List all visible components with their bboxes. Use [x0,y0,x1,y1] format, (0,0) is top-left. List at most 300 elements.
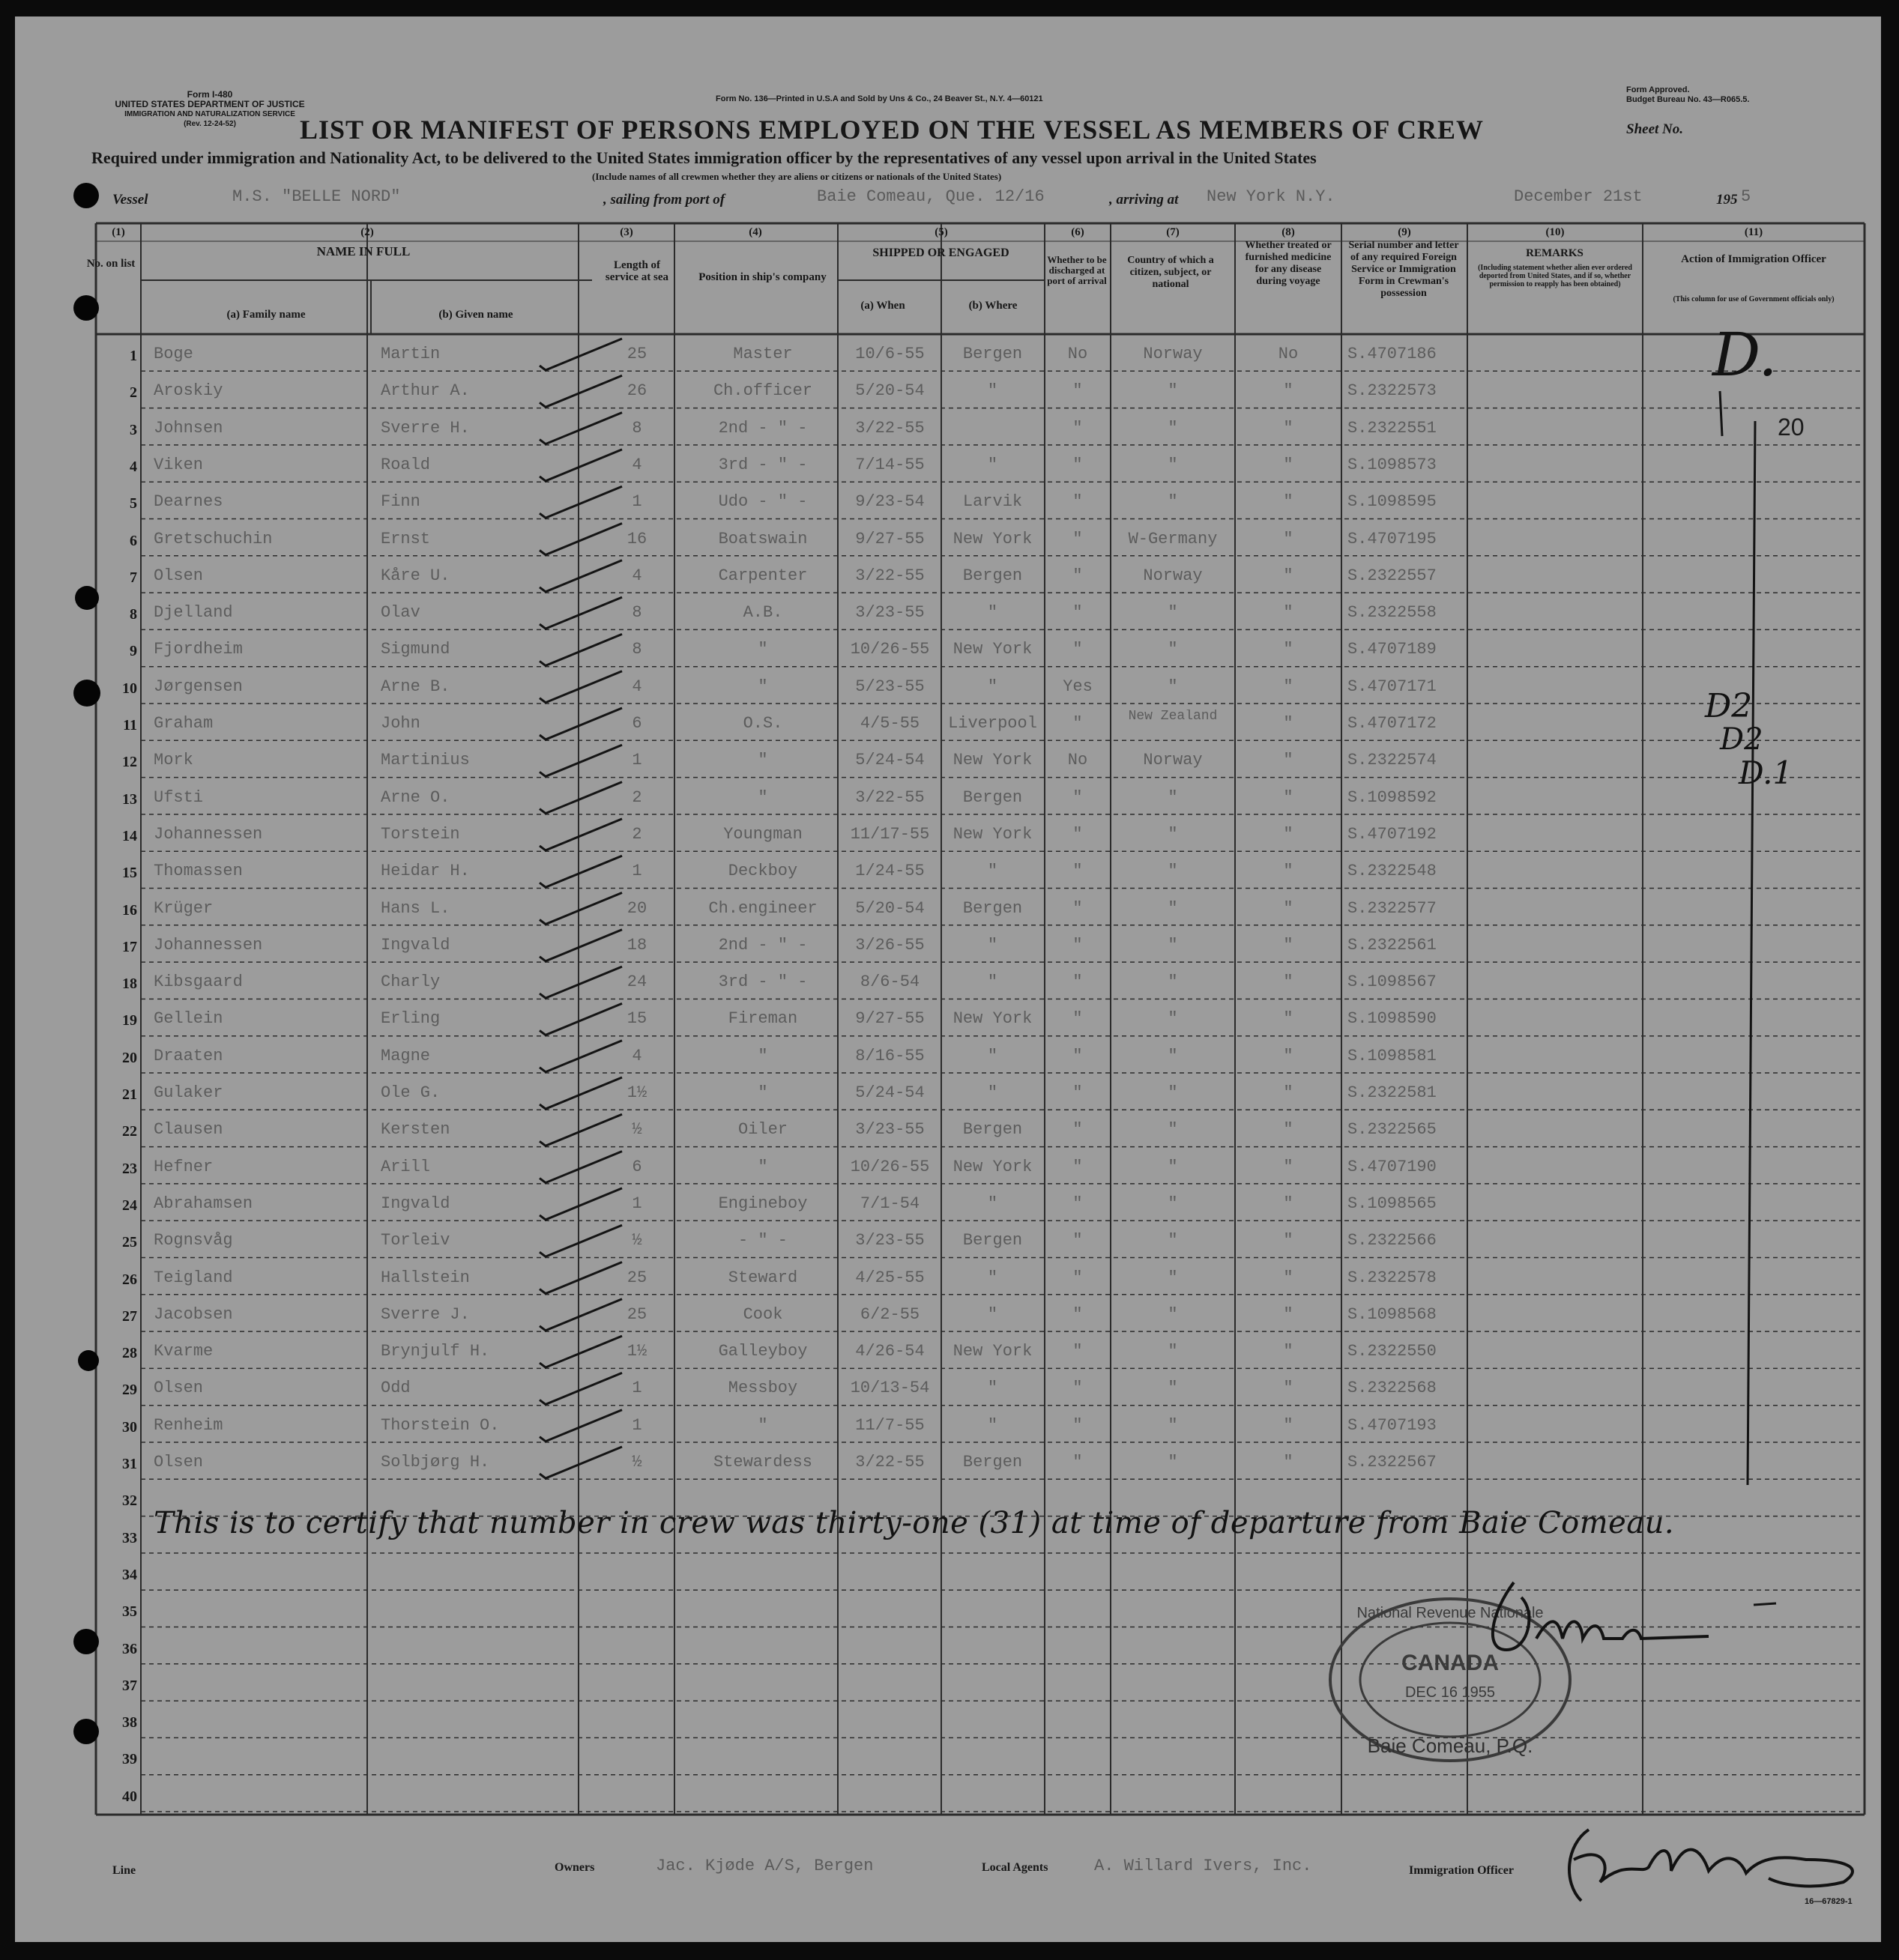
cell-where: " [987,603,998,623]
cell-country: " [1168,1231,1178,1250]
cell-position: O.S. [743,714,783,733]
cell-medicine: " [1283,935,1293,955]
cell-family: Draaten [154,1046,223,1065]
sailing-label: , sailing from port of [603,192,725,208]
arriving-label: , arriving at [1109,192,1179,208]
cell-when: 3/22-55 [855,787,925,807]
cell-serial: S.1098595 [1347,492,1437,512]
column-number: (8) [1281,226,1295,238]
cell-given: Solbjørg H. [381,1453,490,1471]
cell-serial: S.4707193 [1347,1415,1437,1435]
cell-where: Bergen [962,345,1023,363]
cell-discharged: " [1072,1231,1083,1250]
cell-given: Odd [381,1379,411,1398]
cell-country: " [1168,418,1178,438]
cell-medicine: " [1283,1453,1293,1471]
row-number: 35 [122,1603,137,1621]
cell-length: 25 [627,1304,647,1324]
cell-country: " [1168,1157,1178,1176]
cell-given: Hallstein [381,1268,470,1287]
column-number: (6) [1071,226,1084,238]
cell-family: Jacobsen [154,1304,233,1324]
row-number: 18 [122,976,137,993]
cell-given: Arne O. [381,787,450,807]
cell-discharged: " [1072,1453,1083,1471]
cell-serial: S.4707171 [1347,677,1437,696]
cell-position: 2nd - " - [718,935,808,955]
cell-country: " [1168,603,1178,623]
cell-discharged: " [1072,603,1083,623]
cell-medicine: " [1283,898,1293,918]
stamp-date: DEC 16 1955 [1404,1684,1496,1701]
sheet-number-label: Sheet No. [1626,121,1683,137]
row-number: 19 [122,1012,137,1029]
cell-country: " [1168,1083,1178,1102]
cell-medicine: " [1283,1046,1293,1065]
owners-label: Owners [555,1861,595,1874]
cell-medicine: " [1283,566,1293,585]
row-number: 23 [122,1160,137,1177]
cell-where: " [987,935,998,955]
stamp-inner-text: CANADA [1401,1651,1499,1675]
cell-medicine: " [1283,529,1293,548]
row-number: 10 [122,680,137,697]
cell-position: Ch.engineer [708,898,818,918]
cell-when: 10/6-55 [855,345,925,363]
cell-given: Martin [381,345,441,363]
cell-family: Gretschuchin [154,529,273,548]
column-number: (10) [1545,226,1565,238]
cell-medicine: " [1283,1231,1293,1250]
cell-where: " [987,862,998,881]
cell-medicine: " [1283,1342,1293,1361]
arriving-port: New York N.Y. [1207,187,1335,206]
cell-position: Messboy [728,1379,798,1398]
cell-family: Abrahamsen [154,1194,253,1213]
cell-length: 20 [627,898,647,918]
row-number: 31 [122,1456,137,1472]
cell-position: Boatswain [718,529,808,548]
action-mark-row1: D. [1712,320,1778,390]
printer-note: Form No. 136—Printed in U.S.A and Sold by Uns & Co., 24 Beaver St., N.Y. 4—60121 [716,94,1043,103]
action-count: 20 [1778,414,1805,441]
cell-where: Bergen [962,787,1023,807]
cell-discharged: Yes [1063,677,1093,696]
form-id-block [86,90,333,129]
cell-serial: S.2322548 [1347,862,1437,881]
cell-country: " [1168,1194,1178,1213]
cell-given: Ingvald [381,935,450,955]
cell-position: Ch.officer [713,381,813,401]
cell-medicine: No [1278,345,1299,363]
cell-family: Johannessen [154,935,263,955]
cell-position: Oiler [737,1120,788,1140]
cell-family: Thomassen [154,862,243,881]
cell-discharged: " [1072,1046,1083,1065]
cell-serial: S.4707190 [1347,1157,1437,1176]
page-subtitle: Required under immigration and Nationality Act, to be delivered to the United States immigration officer by the representatives of any vessel upon arrival in the United States [91,148,1317,167]
cell-when: 7/1-54 [860,1194,920,1213]
cell-when: 3/26-55 [855,935,925,955]
cell-medicine: " [1283,1415,1293,1435]
cell-country: " [1168,935,1178,955]
cell-discharged: " [1072,418,1083,438]
cell-length: 1 [632,1194,642,1213]
cell-position: Cook [743,1304,783,1324]
row-number: 40 [122,1788,137,1805]
cell-serial: S.2322578 [1347,1268,1437,1287]
cell-given: Arill [381,1157,431,1176]
cell-position: Steward [728,1268,798,1287]
cell-discharged: No [1067,345,1088,363]
header-position: Position in ship's company [698,271,827,283]
cell-given: Brynjulf H. [381,1342,490,1361]
cell-where: " [987,1046,998,1065]
row-number: 13 [122,790,137,808]
cell-given: Magne [381,1046,431,1065]
row-number: 7 [130,569,137,586]
agents-label: Local Agents [982,1861,1048,1874]
cell-family: Mork [154,751,193,770]
cell-family: Johannessen [154,824,263,844]
cell-family: Teigland [154,1268,233,1287]
vessel-name: M.S. "BELLE NORD" [232,187,401,206]
cell-country: " [1168,1453,1178,1471]
cell-length: 4 [632,677,642,696]
row-number: 34 [122,1566,137,1583]
cell-medicine: " [1283,1194,1293,1213]
row-number: 12 [122,754,137,771]
punch-hole [73,1629,99,1654]
row-number: 8 [130,606,137,623]
row-number: 33 [122,1529,137,1546]
row-number: 17 [122,938,137,955]
cell-position: " [758,640,768,659]
cell-given: Ole G. [381,1083,441,1102]
cell-where: Bergen [962,1120,1023,1140]
cell-family: Djelland [154,603,233,623]
cell-position: " [758,1157,768,1176]
cell-given: Hans L. [381,898,450,918]
cell-family: Johnsen [154,418,223,438]
cell-discharged: " [1072,1304,1083,1324]
row-number: 36 [122,1640,137,1657]
cell-position: Udo - " - [718,492,808,512]
cell-medicine: " [1283,973,1293,992]
cell-where: New York [952,640,1033,659]
header-given-name: (b) Given name [438,309,513,321]
cell-where: Bergen [962,1231,1023,1250]
cell-length: 16 [627,529,647,548]
cell-when: 5/20-54 [855,898,925,918]
cell-when: 11/7-55 [855,1415,925,1435]
cell-position: " [758,1083,768,1102]
action-mark-row10: D2 [1705,687,1753,725]
cell-when: 3/23-55 [855,1231,925,1250]
action-mark-row12: D.1 [1739,754,1793,791]
cell-given: Martinius [381,751,470,770]
header-remarks-note: (Including statement whether alien ever ordered deported from United States, and if so, whether permission to reapply has been obtained) [1478,264,1632,288]
cell-country: Norway [1143,566,1203,585]
cell-discharged: " [1072,787,1083,807]
header-medicine: Whether treated or furnished medicine for any disease during voyage [1245,240,1332,287]
cell-when: 9/27-55 [855,529,925,548]
cell-family: Graham [154,714,214,733]
row-number: 38 [122,1714,137,1731]
row-number: 26 [122,1271,137,1288]
cell-serial: S.4707195 [1347,529,1437,548]
cell-length: 6 [632,1157,642,1176]
cell-serial: S.2322577 [1347,898,1437,918]
cell-where: " [987,973,998,992]
cell-length: 1½ [627,1342,647,1361]
page-title: LIST OR MANIFEST OF PERSONS EMPLOYED ON THE VESSEL AS MEMBERS OF CREW [300,115,1484,145]
cell-discharged: " [1072,1157,1083,1176]
cell-length: 18 [627,935,647,955]
cell-given: Erling [381,1009,441,1029]
sailing-port: Baie Comeau, Que. 12/16 [817,187,1045,206]
cell-discharged: " [1072,1268,1083,1287]
column-number: (1) [112,226,125,238]
cell-serial: S.2322550 [1347,1342,1437,1361]
cell-position: 3rd - " - [718,455,808,474]
cell-length: 4 [632,455,642,474]
cell-discharged: " [1072,529,1083,548]
cell-family: Jørgensen [154,677,243,696]
cell-serial: S.2322573 [1347,381,1437,401]
cell-medicine: " [1283,1120,1293,1140]
header-family-name: (a) Family name [226,309,306,321]
cell-serial: S.1098590 [1347,1009,1437,1029]
cell-where: " [987,1083,998,1102]
cell-when: 6/2-55 [860,1304,920,1324]
cell-serial: S.4707192 [1347,824,1437,844]
cell-medicine: " [1283,640,1293,659]
cell-given: Ernst [381,529,431,548]
cell-country: " [1168,787,1178,807]
cell-medicine: " [1283,824,1293,844]
cell-country: Norway [1143,345,1203,363]
line-label: Line [112,1864,136,1877]
cell-medicine: " [1283,1304,1293,1324]
cell-medicine: " [1283,381,1293,401]
cell-given: Heidar H. [381,862,470,881]
cell-country: " [1168,1379,1178,1398]
cell-discharged: " [1072,455,1083,474]
cell-family: Olsen [154,1379,204,1398]
vessel-label: Vessel [112,192,148,208]
cell-length: ½ [632,1120,642,1140]
header-serial: Serial number and letter of any required Foreign Service or Immigration Form in Crewman's possession [1348,240,1459,299]
row-number: 27 [122,1307,137,1325]
cell-medicine: " [1283,492,1293,512]
cell-serial: S.2322568 [1347,1379,1437,1398]
cell-where: New York [952,751,1033,770]
cell-country: W-Germany [1128,529,1218,548]
row-number: 3 [130,421,137,438]
row-number: 30 [122,1418,137,1436]
form-number: Form I-480 [187,89,233,100]
cell-position: Master [733,345,793,363]
cell-where: Bergen [962,898,1023,918]
cell-given: Kersten [381,1120,450,1140]
cell-serial: S.2322551 [1347,418,1437,438]
punch-hole [73,1719,99,1744]
cell-given: Olav [381,603,420,623]
cell-country: " [1168,640,1178,659]
row-number: 39 [122,1751,137,1768]
cell-family: Viken [154,455,204,474]
header-no-on-list: No. on list [86,258,136,270]
cell-where: " [987,1304,998,1324]
cell-serial: S.4707186 [1347,345,1437,363]
punch-hole [73,295,99,321]
cell-length: 6 [632,714,642,733]
cell-family: Ufsti [154,787,204,807]
header-discharged: Whether to be discharged at port of arrival [1047,254,1107,286]
cell-length: 4 [632,1046,642,1065]
cell-where: New York [952,1157,1033,1176]
cell-given: Sverre J. [381,1304,470,1324]
cell-when: 3/22-55 [855,418,925,438]
cell-country: " [1168,492,1178,512]
cell-medicine: " [1283,714,1293,733]
cell-family: Kvarme [154,1342,214,1361]
cell-length: 1½ [627,1083,647,1102]
cell-position: " [758,787,768,807]
cell-discharged: No [1067,751,1088,770]
row-number: 14 [122,827,137,844]
cell-given: Torstein [381,824,460,844]
cell-country: " [1168,1009,1178,1029]
cell-medicine: " [1283,787,1293,807]
cell-medicine: " [1283,1268,1293,1287]
cell-family: Fjordheim [154,640,243,659]
cell-given: Ingvald [381,1194,450,1213]
punch-hole [73,680,100,707]
cell-family: Olsen [154,566,204,585]
officer-label: Immigration Officer [1409,1864,1514,1877]
cell-discharged: " [1072,1342,1083,1361]
cell-country: New Zealand [1128,710,1218,723]
cell-country: " [1168,1120,1178,1140]
cell-given: Sverre H. [381,418,470,438]
cell-where: Bergen [962,1453,1023,1471]
cell-length: 2 [632,787,642,807]
cell-length: 25 [627,1268,647,1287]
cell-discharged: " [1072,492,1083,512]
row-number: 20 [122,1049,137,1066]
cell-medicine: " [1283,455,1293,474]
cell-where: New York [952,529,1033,548]
certification-note: This is to certify that number in crew was thirty-one (31) at time of departure from Baie Comeau. [154,1506,1675,1540]
cell-length: 8 [632,640,642,659]
cell-where: New York [952,824,1033,844]
cell-discharged: " [1072,1194,1083,1213]
cell-serial: S.2322557 [1347,566,1437,585]
cell-country: " [1168,1415,1178,1435]
master-signature [1461,1567,1731,1665]
cell-serial: S.1098568 [1347,1304,1437,1324]
cell-when: 3/22-55 [855,1453,925,1471]
row-number: 32 [122,1492,137,1510]
form-revision: (Rev. 12-24-52) [184,120,236,128]
row-number: 21 [122,1086,137,1103]
cell-position: " [758,1046,768,1065]
include-note: (Include names of all crewmen whether they are aliens or citizens or nationals of the United States) [592,171,1002,182]
cell-length: 1 [632,492,642,512]
cell-family: Gellein [154,1009,223,1029]
row-number: 15 [122,865,137,882]
cell-country: " [1168,862,1178,881]
cell-given: Arne B. [381,677,450,696]
cell-length: 1 [632,751,642,770]
cell-discharged: " [1072,1415,1083,1435]
form-approval [1626,85,1749,105]
cell-when: 7/14-55 [855,455,925,474]
cell-discharged: " [1072,1120,1083,1140]
cell-given: Kåre U. [381,566,450,585]
column-number: (7) [1166,226,1180,238]
row-number: 24 [122,1197,137,1214]
row-number: 5 [130,495,137,512]
cell-position: Galleyboy [718,1342,808,1361]
cell-position: " [758,1415,768,1435]
cell-where: Larvik [962,492,1023,512]
cell-serial: S.4707172 [1347,714,1437,733]
row-number: 28 [122,1345,137,1362]
column-number: (2) [360,226,374,238]
header-shipped-engaged: SHIPPED OR ENGAGED [872,246,1009,259]
cell-position: Youngman [723,824,803,844]
cell-family: Renheim [154,1415,223,1435]
cell-serial: S.2322581 [1347,1083,1437,1102]
cell-medicine: " [1283,1157,1293,1176]
cell-where: New York [952,1342,1033,1361]
cell-when: 5/20-54 [855,381,925,401]
cell-when: 3/22-55 [855,566,925,585]
cell-serial: S.1098592 [1347,787,1437,807]
cell-family: Olsen [154,1453,204,1471]
punch-hole [73,183,99,208]
cell-where: Bergen [962,566,1023,585]
cell-family: Aroskiy [154,381,223,401]
owners-value: Jac. Kjøde A/S, Bergen [656,1857,874,1875]
cell-when: 3/23-55 [855,603,925,623]
cell-medicine: " [1283,1083,1293,1102]
cell-family: Hefner [154,1157,214,1176]
cell-position: Fireman [728,1009,798,1029]
cell-position: A.B. [743,603,783,623]
cell-discharged: " [1072,935,1083,955]
row-number: 2 [130,384,137,402]
cell-given: Roald [381,455,431,474]
cell-where: " [987,455,998,474]
cell-length: 24 [627,973,647,992]
cell-given: Finn [381,492,420,512]
cell-medicine: " [1283,677,1293,696]
cell-serial: S.1098573 [1347,455,1437,474]
cell-country: " [1168,381,1178,401]
cell-position: " [758,677,768,696]
cell-when: 4/5-55 [860,714,920,733]
cell-length: 1 [632,862,642,881]
row-number: 22 [122,1123,137,1140]
cell-discharged: " [1072,973,1083,992]
cell-position: Carpenter [718,566,808,585]
cell-length: 1 [632,1379,642,1398]
cell-family: Rognsvåg [154,1231,233,1250]
